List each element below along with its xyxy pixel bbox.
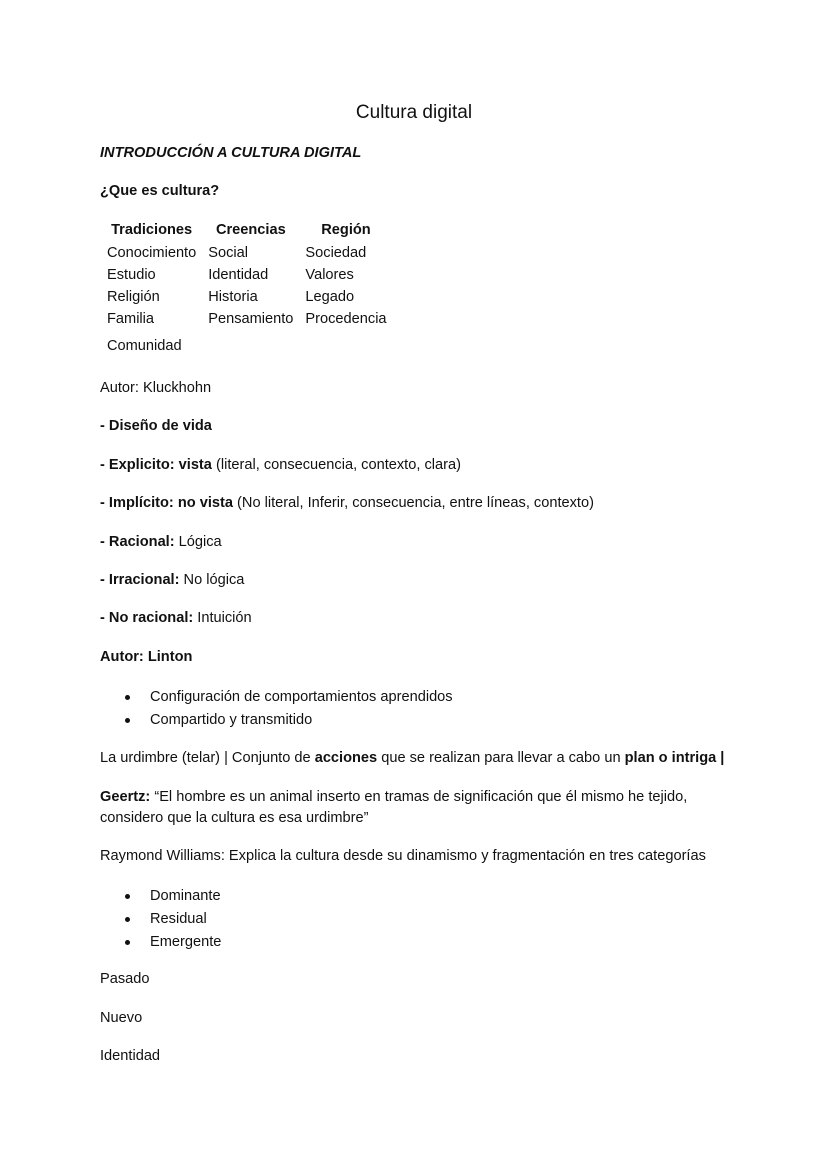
table-cell: Valores	[305, 267, 354, 283]
list-item-text: Emergente	[150, 934, 222, 950]
list-item	[125, 885, 221, 908]
geertz-quote: “El hombre es un animal inserto en tramas de significación que él mismo he tejido, considero que la cultura es esa urdimbre”	[100, 789, 688, 826]
table-header-cell: Creencias	[215, 222, 286, 238]
bullet-icon	[125, 718, 130, 723]
kluckhohn-item	[100, 570, 244, 592]
table-row	[101, 264, 393, 286]
paragraph-text: La urdimbre (telar) | Conjunto de	[100, 750, 315, 766]
kluckhohn-item	[100, 493, 594, 515]
table-header-cell: Región	[321, 222, 371, 238]
table-cell: Legado	[305, 289, 355, 305]
item-description: Lógica	[174, 534, 222, 550]
williams-paragraph: Raymond Williams: Explica la cultura desde su dinamismo y fragmentación en tres categorías	[100, 848, 706, 864]
table-row	[101, 330, 393, 363]
concepts-table	[101, 218, 393, 363]
kluckhohn-item	[100, 532, 222, 554]
item-term: - Racional:	[100, 534, 175, 550]
kluckhohn-item	[100, 455, 461, 477]
author-kluckhohn: Autor: Kluckhohn	[100, 380, 212, 396]
geertz-label: Geertz:	[100, 789, 151, 805]
closing-line: Identidad	[100, 1048, 161, 1064]
table-header-cell: Tradiciones	[111, 222, 193, 238]
list-item	[125, 686, 453, 709]
table-cell: Sociedad	[305, 245, 367, 261]
section-heading: INTRODUCCIÓN A CULTURA DIGITAL	[100, 145, 362, 161]
table-cell	[299, 330, 392, 363]
list-item	[125, 908, 221, 931]
table-cell: Religión	[107, 289, 160, 305]
bullet-icon	[125, 695, 130, 700]
item-description: Intuición	[193, 610, 252, 626]
item-description: No lógica	[179, 572, 245, 588]
item-term: - Explicito: vista	[100, 457, 212, 473]
paragraph-bold: plan o intriga |	[624, 750, 725, 766]
table-row	[101, 242, 393, 264]
table-cell	[202, 330, 299, 363]
bullet-icon	[125, 917, 130, 922]
bullet-icon	[125, 894, 130, 899]
item-term: - Diseño de vida	[100, 418, 212, 434]
table-cell: Social	[208, 245, 248, 261]
item-term: - Irracional:	[100, 572, 180, 588]
list-item-text: Residual	[150, 911, 207, 927]
urdimbre-paragraph	[100, 748, 724, 770]
geertz-paragraph	[100, 787, 740, 829]
williams-list	[125, 885, 221, 954]
table-row	[101, 308, 393, 330]
table-cell: Pensamiento	[208, 311, 294, 327]
page-title: Cultura digital	[355, 102, 473, 123]
item-description: (No literal, Inferir, consecuencia, entre líneas, contexto)	[232, 495, 594, 511]
closing-line: Nuevo	[100, 1010, 143, 1026]
table-cell: Identidad	[208, 267, 269, 283]
bullet-icon	[125, 940, 130, 945]
item-term: - No racional:	[100, 610, 194, 626]
paragraph-bold: acciones	[314, 750, 378, 766]
list-item-text: Compartido y transmitido	[150, 712, 313, 728]
paragraph-text: que se realizan para llevar a cabo un	[377, 750, 625, 766]
table-row	[101, 286, 393, 308]
table-cell: Estudio	[107, 267, 156, 283]
table-cell: Comunidad	[107, 338, 182, 354]
author-linton: Autor: Linton	[100, 649, 193, 665]
list-item	[125, 709, 453, 732]
item-description: (literal, consecuencia, contexto, clara)	[211, 457, 461, 473]
list-item-text: Configuración de comportamientos aprendidos	[150, 689, 453, 705]
kluckhohn-item	[100, 416, 212, 438]
kluckhohn-item	[100, 608, 252, 630]
list-item-text: Dominante	[150, 888, 221, 904]
table-cell: Historia	[208, 289, 258, 305]
table-cell: Familia	[107, 311, 155, 327]
item-term: - Implícito: no vista	[100, 495, 233, 511]
linton-list	[125, 686, 453, 732]
table-cell: Procedencia	[305, 311, 387, 327]
table-cell: Conocimiento	[107, 245, 197, 261]
list-item	[125, 931, 221, 954]
closing-line: Pasado	[100, 971, 150, 987]
table-header-row	[101, 218, 393, 242]
question-heading: ¿Que es cultura?	[100, 183, 220, 199]
